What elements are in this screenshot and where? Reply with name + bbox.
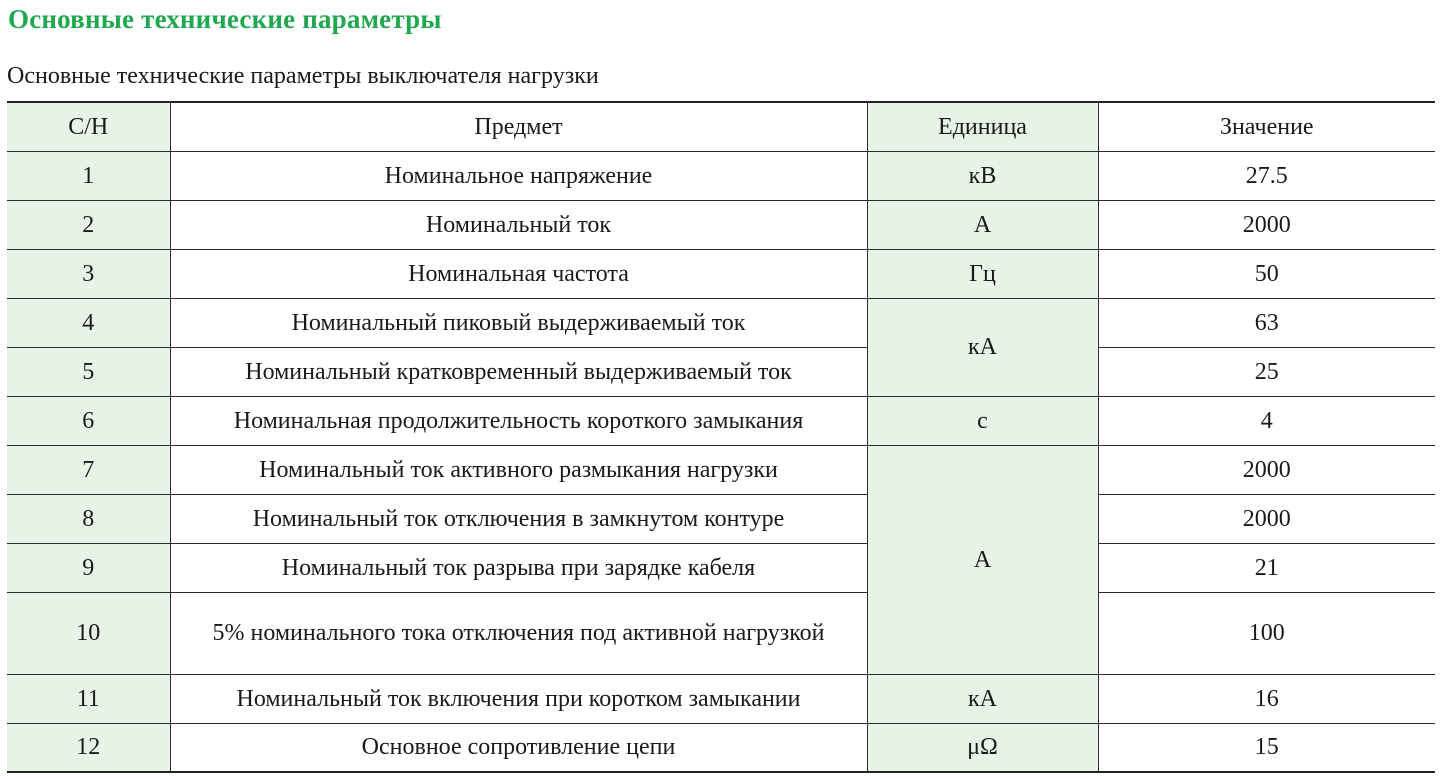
cell-item: Основное сопротивление цепи xyxy=(170,723,867,772)
table-row xyxy=(7,543,1435,592)
cell-value: 100 xyxy=(1098,592,1435,674)
cell-item: Номинальный ток xyxy=(170,200,867,249)
cell-value: 27.5 xyxy=(1098,151,1435,200)
cell-item: Номинальная продолжительность короткого замыкания xyxy=(170,396,867,445)
cell-item: Номинальный ток разрыва при зарядке кабеля xyxy=(170,543,867,592)
cell-no: 11 xyxy=(7,674,170,723)
cell-unit: А xyxy=(867,200,1098,249)
table-row xyxy=(7,347,1435,396)
cell-unit-merged: А xyxy=(867,445,1098,674)
cell-item: Номинальное напряжение xyxy=(170,151,867,200)
cell-unit: Гц xyxy=(867,249,1098,298)
cell-item: Номинальный пиковый выдерживаемый ток xyxy=(170,298,867,347)
cell-value: 2000 xyxy=(1098,200,1435,249)
cell-item: Номинальная частота xyxy=(170,249,867,298)
cell-no: 5 xyxy=(7,347,170,396)
table-row xyxy=(7,151,1435,200)
cell-unit-merged: кА xyxy=(867,298,1098,396)
cell-item: Номинальный ток включения при коротком замыкании xyxy=(170,674,867,723)
cell-no: 12 xyxy=(7,723,170,772)
cell-no: 7 xyxy=(7,445,170,494)
table-row xyxy=(7,494,1435,543)
header-no: С/Н xyxy=(7,102,170,151)
table-caption: Основные технические параметры выключателя нагрузки xyxy=(7,63,599,89)
header-value: Значение xyxy=(1098,102,1435,151)
table-row xyxy=(7,200,1435,249)
cell-unit: кВ xyxy=(867,151,1098,200)
table-row xyxy=(7,298,1435,347)
table-row xyxy=(7,445,1435,494)
table-header-row xyxy=(7,102,1435,151)
cell-no: 3 xyxy=(7,249,170,298)
cell-item: Номинальный ток активного размыкания нагрузки xyxy=(170,445,867,494)
cell-no: 6 xyxy=(7,396,170,445)
table-row xyxy=(7,249,1435,298)
table-row xyxy=(7,592,1435,674)
cell-no: 2 xyxy=(7,200,170,249)
cell-value: 2000 xyxy=(1098,445,1435,494)
header-item: Предмет xyxy=(170,102,867,151)
cell-no: 8 xyxy=(7,494,170,543)
cell-value: 25 xyxy=(1098,347,1435,396)
page-title: Основные технические параметры xyxy=(8,4,442,34)
cell-value: 21 xyxy=(1098,543,1435,592)
cell-item: Номинальный ток отключения в замкнутом контуре xyxy=(170,494,867,543)
cell-no: 1 xyxy=(7,151,170,200)
cell-unit: с xyxy=(867,396,1098,445)
table-row xyxy=(7,396,1435,445)
cell-value: 2000 xyxy=(1098,494,1435,543)
table-row xyxy=(7,723,1435,772)
parameters-table xyxy=(7,101,1435,773)
cell-value: 16 xyxy=(1098,674,1435,723)
table-row xyxy=(7,674,1435,723)
cell-no: 4 xyxy=(7,298,170,347)
header-unit: Единица xyxy=(867,102,1098,151)
cell-value: 4 xyxy=(1098,396,1435,445)
cell-value: 15 xyxy=(1098,723,1435,772)
cell-no: 10 xyxy=(7,592,170,674)
cell-item: Номинальный кратковременный выдерживаемый ток xyxy=(170,347,867,396)
cell-value: 50 xyxy=(1098,249,1435,298)
cell-item: 5% номинального тока отключения под активной нагрузкой xyxy=(170,592,867,674)
cell-unit: кА xyxy=(867,674,1098,723)
cell-no: 9 xyxy=(7,543,170,592)
cell-unit: μΩ xyxy=(867,723,1098,772)
cell-value: 63 xyxy=(1098,298,1435,347)
